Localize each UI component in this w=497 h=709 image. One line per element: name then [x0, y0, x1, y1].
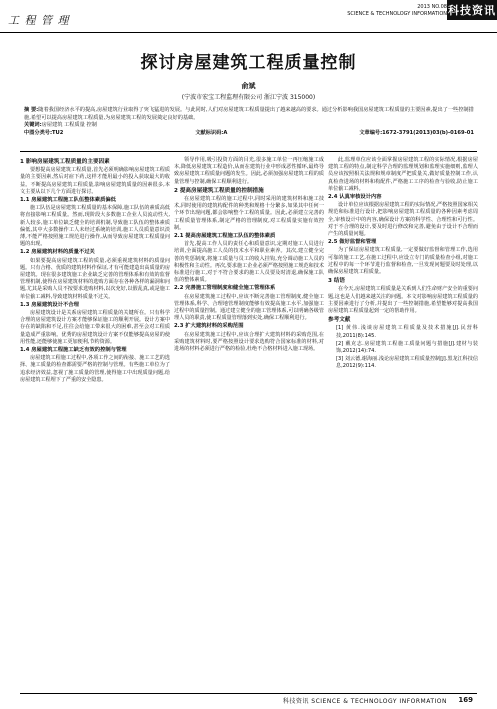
page-header [0, 0, 497, 40]
body-paragraph: 领导作用,吸引投资方面的目光,很多施工单位一再压缩施工成本,降低房屋建筑工程造价,从而在建筑行业中形成恶性循环,最终导致房屋建筑工程质量问题的发生。因此,必须加强房屋建筑工程的质量管理与控制,确保工程顺利进行。 [174, 157, 324, 185]
body-paragraph: 在房屋建筑工程的施工过程中,同时采用的建筑材料和施工技术,同时使用的建筑构配件的种类和规格十分繁多,如果其中任何一个环节出现问题,都会影响整个工程的质量。因此,必须建立完善的工程质量管理体系,制定严格的管理制度,对工程质量实施有效控制。 [174, 196, 324, 231]
footer-divider [20, 693, 477, 694]
body-paragraph: 如果要提高房屋建筑工程的质量,必须重视建筑材料的质量问题。只有合格、优质的建筑材料作保证,才有可能建造出高质量的房屋建筑。现在很多建筑施工企业缺乏完善的管理体系和有效的监督管理机制,使得在房屋建筑材料的选购方面存在各种各样的漏洞和问题,尤其是采购人员不按要求选购材料,以次充好,以假乱真,或是施工单位偷工减料,导致建筑材料质量不过关。 [20, 257, 170, 300]
subsection-heading: 2.4 认真审核设计内容 [328, 194, 382, 201]
page-number: 169 [458, 696, 473, 704]
section-heading: 2 提高房屋建筑工程质量的控制措施 [174, 187, 264, 194]
subsection-heading: 1.3 房屋建筑设计不合理 [20, 301, 79, 308]
clc-number: 中图分类号:TU2 [24, 129, 64, 136]
article-title: 探讨房屋建筑工程质量控制 [140, 53, 357, 73]
body-paragraph: 房屋建筑设计是关系房屋建筑工程质量的关键所在。只有科学合理的房屋建筑设计方案才能够保证施工的顺利开展。设计方案中存在的缺陷和不足,往往会给施工带来很大的困难,甚至会对工程质量造成严重影响。优秀的房屋建筑设计方案不仅能够提高房屋的使用性能,还能够使施工更加便利,节约资源。 [20, 310, 170, 345]
body-paragraph: 在房屋建筑施工过程中,应该不断完善施工管理制度,健全施工管理体系,科学、合理地管理制度能够有效提高施工水平,加强施工过程中的质量控制。通过建立健全的施工管理体系,可以明确各级管理人员的职责,使工程质量管理落到实处,确保工程顺利进行。 [174, 293, 324, 322]
footer-journal: 科技资讯 SCIENCE & TECHNOLOGY INFORMATION [282, 698, 447, 705]
section-heading: 参考文献 [328, 317, 351, 324]
abstract-text: 随着我国经济水平的提高,房屋建筑行业取得了突飞猛进的发展。与此同时,人们对房屋建筑工程质量提出了越来越高的要求。通过分析影响我国房屋建筑工程质量的主要因素,提出了一些控制措施,希望可以提高房屋建筑工程质量,为房屋建筑工程的发展奠定良好的基础。 [24, 107, 474, 121]
header-divider [0, 32, 497, 33]
subsection-heading: 2.3 扩大建筑材料的采购范围 [174, 323, 244, 330]
reference-item: [3] 刘云德,谢海丽.浅论房屋建筑工程质量控制[J].黑龙江科技信息,2012(9):114. [336, 356, 478, 370]
body-paragraph: 设计单位应该根据房屋建筑工程的实际情况,严格按照国家相关规范和标准进行设计,把影响房屋建筑工程质量的各种因素考虑周全,审核设计中的内容,确保设计方案的科学性、合理性和可行性。对于不合理的设计,要及时进行修改和完善,避免由于设计不合理而产生的质量问题。 [328, 202, 478, 238]
subsection-heading: 2.1 提高房屋建筑工程施工队伍的整体素质 [174, 233, 276, 240]
article-number: 文章编号:1672-3791(2013)03(b)-0169-01 [359, 129, 474, 136]
body-paragraph: 在今天,房屋建筑工程质量是关系到人们生命财产安全的重要问题,这也是人们越来越关注的问题。本文对影响房屋建筑工程质量的主要因素进行了分析,并提出了一些控制措施,希望能够对提高我国房屋建筑工程质量起到一定的帮助作用。 [328, 286, 478, 315]
issue-number: 2013 NO.08 [417, 4, 447, 10]
subsection-heading: 1.2 房屋建筑材料的质量不过关 [20, 249, 95, 256]
section-heading: 1 影响房屋建筑工程质量的主要因素 [20, 159, 110, 165]
body-paragraph: 首先,提高工作人员的责任心和质量意识,定期对施工人员进行培训,全面提高施工人员的技术水平和职业素养。其次,建立健全完善的奖惩制度,将施工质量与员工的收入挂钩,充分调动施工人员的积极性和主动性。再次,要求施工企业必须严格按照施工规范和技术标准进行施工,对于不符合要求的施工人员要及时清退,确保施工队伍的整体素质。 [174, 241, 324, 284]
keywords-text: 房屋建筑 工程质量 控制 [41, 122, 97, 129]
body-paragraph: 要想提高房屋建筑工程质量,首先必须明确影响房屋建筑工程质量的主要因素,然后对症下药,这样才能用最小的投入获取最大的收益。不断提高房屋建筑工程质量,影响房屋建筑质量的因素很多,本文主要从以下几个方面进行探讨。 [20, 167, 170, 195]
body-paragraph: 在房屋建筑施工过程中,应该合理扩大建筑材料的采购范围,在采购建筑材料时,要严格按照设计要求选购符合国家标准的材料,对进场的材料必须进行严格的检验,杜绝不合格材料进入施工现场。 [174, 331, 324, 353]
subsection-heading: 1.4 房屋建筑工程施工缺乏有效的控制与管理 [20, 347, 127, 354]
classification-row [24, 130, 474, 138]
subsection-heading: 2.5 做好监督和管理 [328, 239, 377, 246]
body-paragraph: 此,监理单位应该全面掌握房屋建筑工程的实际情况,根据房屋建筑工程的特点,制定科学合理的监理规划和监理实施细则,监理人员应该按照相关法规和规章制度严把质量关,做好质量控制工作,认真检查进场的材料和构配件,严格施工工序的检查与验收,防止施工单位偷工减料。 [328, 157, 478, 192]
section-heading: 3 结语 [328, 278, 346, 285]
reference-item: [2] 戴克志.房屋建筑工程施工质量问题与措施[J].建材与装饰,2012(14):74. [336, 340, 478, 355]
body-paragraph: 为了保证房屋建筑工程质量,一定要做好监督和管理工作,选用可靠的施工工艺,在施工过程中,应设立专门的质量检查小组,对施工过程中的每一个环节进行监督和检查,一旦发现问题要及时处理,以确保房屋建筑工程质量。 [328, 247, 478, 276]
body-paragraph: 房屋建筑工程施工过程中,各项工作之间的衔接、施工工艺的选择、施工质量的检查都需要严格的控制与管理。有些施工单位为了追求经济效益,忽视了施工质量的管理,使得施工中出现质量问题,给房屋建筑工程埋下了严重的安全隐患。 [20, 355, 170, 383]
abstract-block [24, 107, 474, 137]
abstract-label: 摘 要: [24, 107, 39, 113]
journal-info [347, 4, 447, 18]
text-column-1 [20, 157, 170, 385]
body-paragraph: 施工队伍是房屋建筑工程质量的基本保障,施工队伍的素质高低将直接影响工程质量。然而,现阶段大多数施工企业人员流动性大,新人较多,施工单位缺乏健全的培训机制,导致施工队伍的整体素质偏低,其中大多数操作工人未经过系统的培训,施工人员质量意识淡薄,不能严格按照施工规范进行操作,从而导致房屋建筑工程质量问题的出现。 [20, 205, 170, 248]
journal-logo: 科技资讯 [447, 0, 497, 20]
document-code: 文献标识码:A [195, 129, 228, 136]
journal-english-name: SCIENCE & TECHNOLOGY INFORMATION [347, 11, 447, 17]
keywords-label: 关键词: [24, 122, 42, 129]
keywords [24, 122, 474, 130]
abstract-divider [20, 151, 477, 152]
reference-item: [1] 黄伟.浅谈房屋建筑工程质量及技术措施[J].民营科技,2011(8):145. [336, 325, 478, 339]
section-label: 工 程 管 理 [8, 14, 70, 27]
page-footer [0, 693, 497, 709]
author-affiliation: (宁波市宏宝工程监理有限公司 浙江宁波 315000) [181, 94, 316, 101]
author-name: 俞斌 [241, 82, 256, 90]
text-column-2 [174, 157, 324, 354]
abstract [24, 107, 474, 122]
subsection-heading: 2.2 完善施工管理制度和健全施工管理体系 [174, 285, 276, 292]
subsection-heading: 1.1 房屋建筑工程施工队伍整体素质偏低 [20, 197, 116, 204]
text-column-3 [328, 157, 478, 372]
